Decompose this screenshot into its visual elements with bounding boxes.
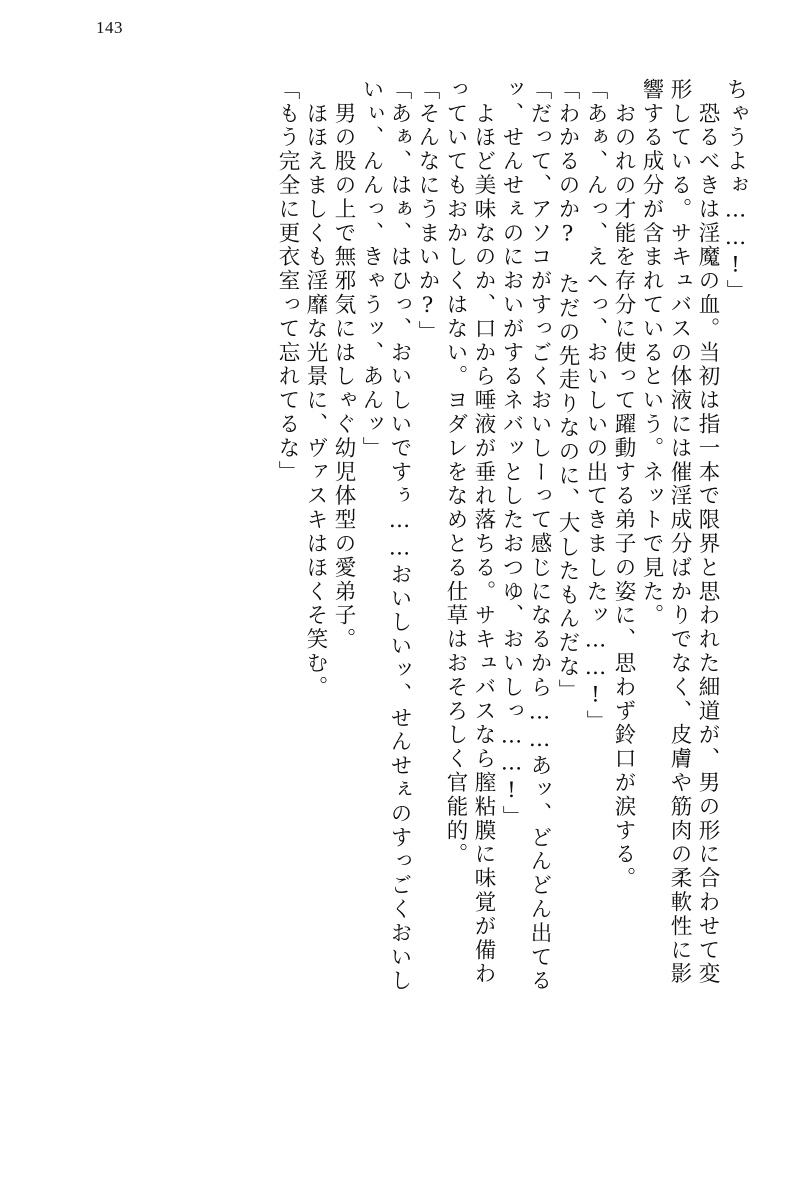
text-line: ちゃうよぉ……!」 <box>723 78 748 304</box>
text-line: 男の股の上で無邪気にはしゃぐ幼児体型の愛弟子。 <box>331 78 356 652</box>
text-line: 「もう完全に更衣室って忘れてるな」 <box>275 78 300 485</box>
text-line: 形している。サキュバスの体液には催淫成分ばかりでなく、皮膚や筋肉の柔軟性に影 <box>667 78 692 987</box>
vertical-text-block <box>56 78 746 1148</box>
text-line: ほほえましくも淫靡な光景に、ヴァスキはほくそ笑む。 <box>303 78 328 700</box>
text-line: 恐るべきは淫魔の血。当初は指一本で限界と思われた細道が、男の形に合わせて変 <box>695 78 720 987</box>
text-line: 「そんなにうまいか?」 <box>415 78 440 345</box>
text-line: おのれの才能を存分に使って躍動する弟子の姿に、思わず鈴口が涙する。 <box>611 78 636 891</box>
text-line: よほど美味なのか、口から唾液が垂れ落ちる。サキュバスなら膣粘膜に味覚が備わ <box>471 78 496 987</box>
text-line: 「あぁ、はぁ、はひっ、おいしいですぅ……おいしいッ、せんせぇのすっごくおいし <box>387 78 412 994</box>
text-line: 「あぁ、んっ、えへっ、おいしいの出てきましたッ……!」 <box>583 78 608 734</box>
text-line: 「わかるのか? ただの先走りなのに、大したもんだな」 <box>555 78 580 703</box>
text-line: っていてもおかしくはない。ヨダレをなめとる仕草はおそろしく官能的。 <box>443 78 468 867</box>
text-line: いぃ、んんっ、きゃうッ、あんッ」 <box>359 78 384 461</box>
page-number: 143 <box>96 18 123 37</box>
text-line: ッ、せんせぇのにおいがするネバッとしたおつゆ、おいしっ……!」 <box>499 78 524 830</box>
text-line: 「だって、アソコがすっごくおいしーって感じになるから……あッ、どんどん出てる <box>527 78 552 994</box>
text-line: 響する成分が含まれているという。ネットで見た。 <box>639 78 664 628</box>
